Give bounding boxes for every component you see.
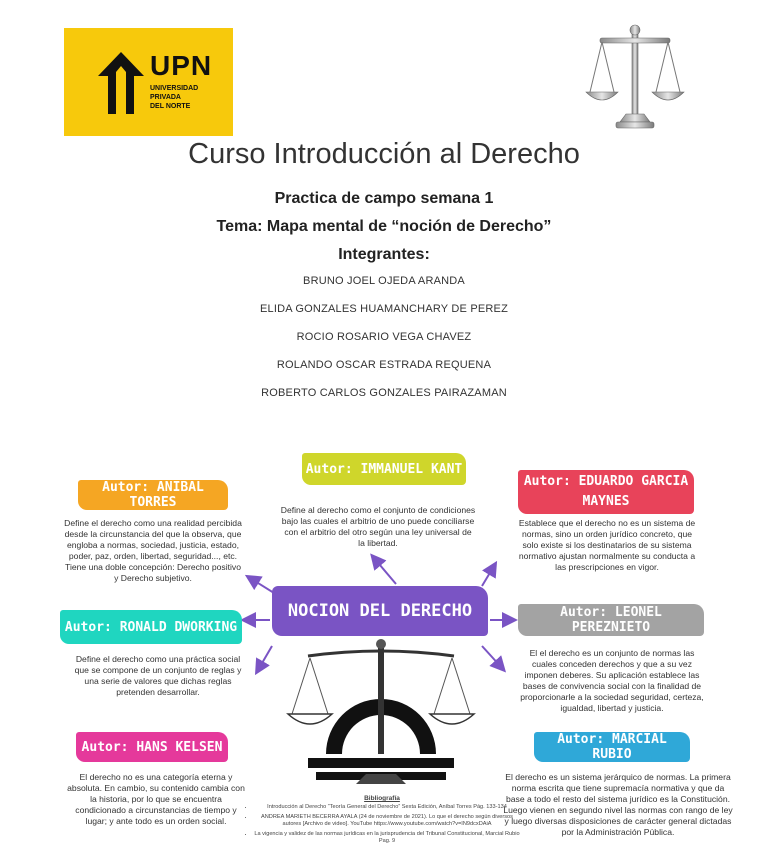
member-name: ROLANDO OSCAR ESTRADA REQUENA <box>276 359 492 371</box>
arrow-to-marcial-rubio <box>482 646 502 668</box>
logo-main-text: UPN <box>150 50 213 81</box>
author-text-immanuel-kant: Define al derecho como el conjunto de condiciones bajo las cuales el arbitrio de uno puede conciliarse con el arbitrio del otro según una ley universal de la libertad. <box>280 505 476 548</box>
author-text-eduardo-garcia-maynes: Establece que el derecho no es un sistema de normas, sino un orden jurídico concreto, que solo existe si los destinatarios de su sistema normativo ajustan normalmente su conducta a las prescripciones en vigor. <box>518 518 696 572</box>
author-text-hans-kelsen: El derecho no es una categoría eterna y absoluta. En cambio, su contenido cambia con la historia, por lo que se encuentra condicionado a circunstancias de tiempo y lugar; y ante todo es un orden social. <box>67 772 245 826</box>
author-label-leonel-pereznieto: Autor: LEONEL PEREZNIETO <box>518 604 704 636</box>
author-text-ronald-dworking: Define el derecho como una práctica social que se compone de un conjunto de reglas y una serie de valores que dichas reglas pretenden desarrollar. <box>74 654 242 697</box>
arrow-to-hans-kelsen <box>258 646 272 670</box>
bibliography-list <box>244 804 520 845</box>
arrow-to-immanuel-kant <box>374 558 396 584</box>
bibliography-title: Bibliografía <box>364 795 400 802</box>
member-name: ROCIO ROSARIO VEGA CHAVEZ <box>296 331 472 343</box>
member-name: ELIDA GONZALES HUAMANCHARY DE PEREZ <box>259 303 509 315</box>
logo-sub-line-1: UNIVERSIDAD <box>150 85 199 92</box>
author-text-leonel-pereznieto: El el derecho es un conjunto de normas las cuales conceden derechos y que a su vez imponen deberes. Su aplicación establece las bases de convivencia social con la finalidad de proporcionarle a la sociedad seguridad, certeza, igualdad, libertad y justicia. <box>520 648 704 713</box>
bibliography-item: • ANDREA MARIETH BECERRA AYALA (24 de noviembre de 2021). Lo que el derecho según diversos autores [Archivo de video]. YouTube https://www.youtube.com/watch?v=IN9dcxDAiA <box>254 814 520 828</box>
logo-sub-line-2: PRIVADA <box>150 94 181 101</box>
central-topic: NOCION DEL DERECHO <box>272 586 488 636</box>
author-text-anibal-torres: Define el derecho como una realidad percibida desde la circunstancia del que la observa, que engloba a normas, sociedad, justicia, estado, poder, paz, orden, libertad, seguridad..., etc. Tiene una doble concepción: Derecho positivo y Derecho subjetivo. <box>64 518 242 583</box>
author-label-immanuel-kant: Autor: IMMANUEL KANT <box>302 453 466 485</box>
member-name: BRUNO JOEL OJEDA ARANDA <box>303 275 465 287</box>
author-label-marcial-rubio: Autor: MARCIAL RUBIO <box>534 732 690 762</box>
bibliography <box>244 795 520 848</box>
members-label: Integrantes: <box>338 246 430 263</box>
author-label-eduardo-garcia-maynes: Autor: EDUARDO GARCIA MAYNES <box>518 470 694 514</box>
member-name: ROBERTO CARLOS GONZALES PAIRAZAMAN <box>261 387 507 399</box>
justice-scale-illustration <box>286 634 476 796</box>
author-label-hans-kelsen: Autor: HANS KELSEN <box>76 732 228 762</box>
logo-sub-line-3: DEL NORTE <box>150 103 191 110</box>
author-label-ronald-dworking: Autor: RONALD DWORKING <box>60 610 242 644</box>
practice-subtitle: Practica de campo semana 1 <box>274 190 494 207</box>
bibliography-item: • Introducción al Derecho “Teoría General del Derecho” Sexta Edición, Aníbal Torres Pág. 133-134 <box>254 804 520 811</box>
author-text-marcial-rubio: El derecho es un sistema jerárquico de normas. La primera norma escrita que tiene supremacía normativa y que da base a todo el resto del sistema jurídico es la Constitución. Luego vienen en segundo nivel las normas con rango de ley y luego diversas disposiciones de carácter general dictadas por la Administración Pública. <box>503 772 733 837</box>
page-title: Curso Introducción al Derecho <box>188 138 580 170</box>
topic-subtitle: Tema: Mapa mental de “noción de Derecho” <box>216 218 552 235</box>
arrow-to-eduardo-garcia <box>482 566 494 586</box>
author-label-anibal-torres: Autor: ANIBAL TORRES <box>78 480 228 510</box>
bibliography-item: • La vigencia y validez de las normas jurídicas en la jurisprudencia del Tribunal Constitucional, Marcial Rubio Pag. 9 <box>254 831 520 845</box>
